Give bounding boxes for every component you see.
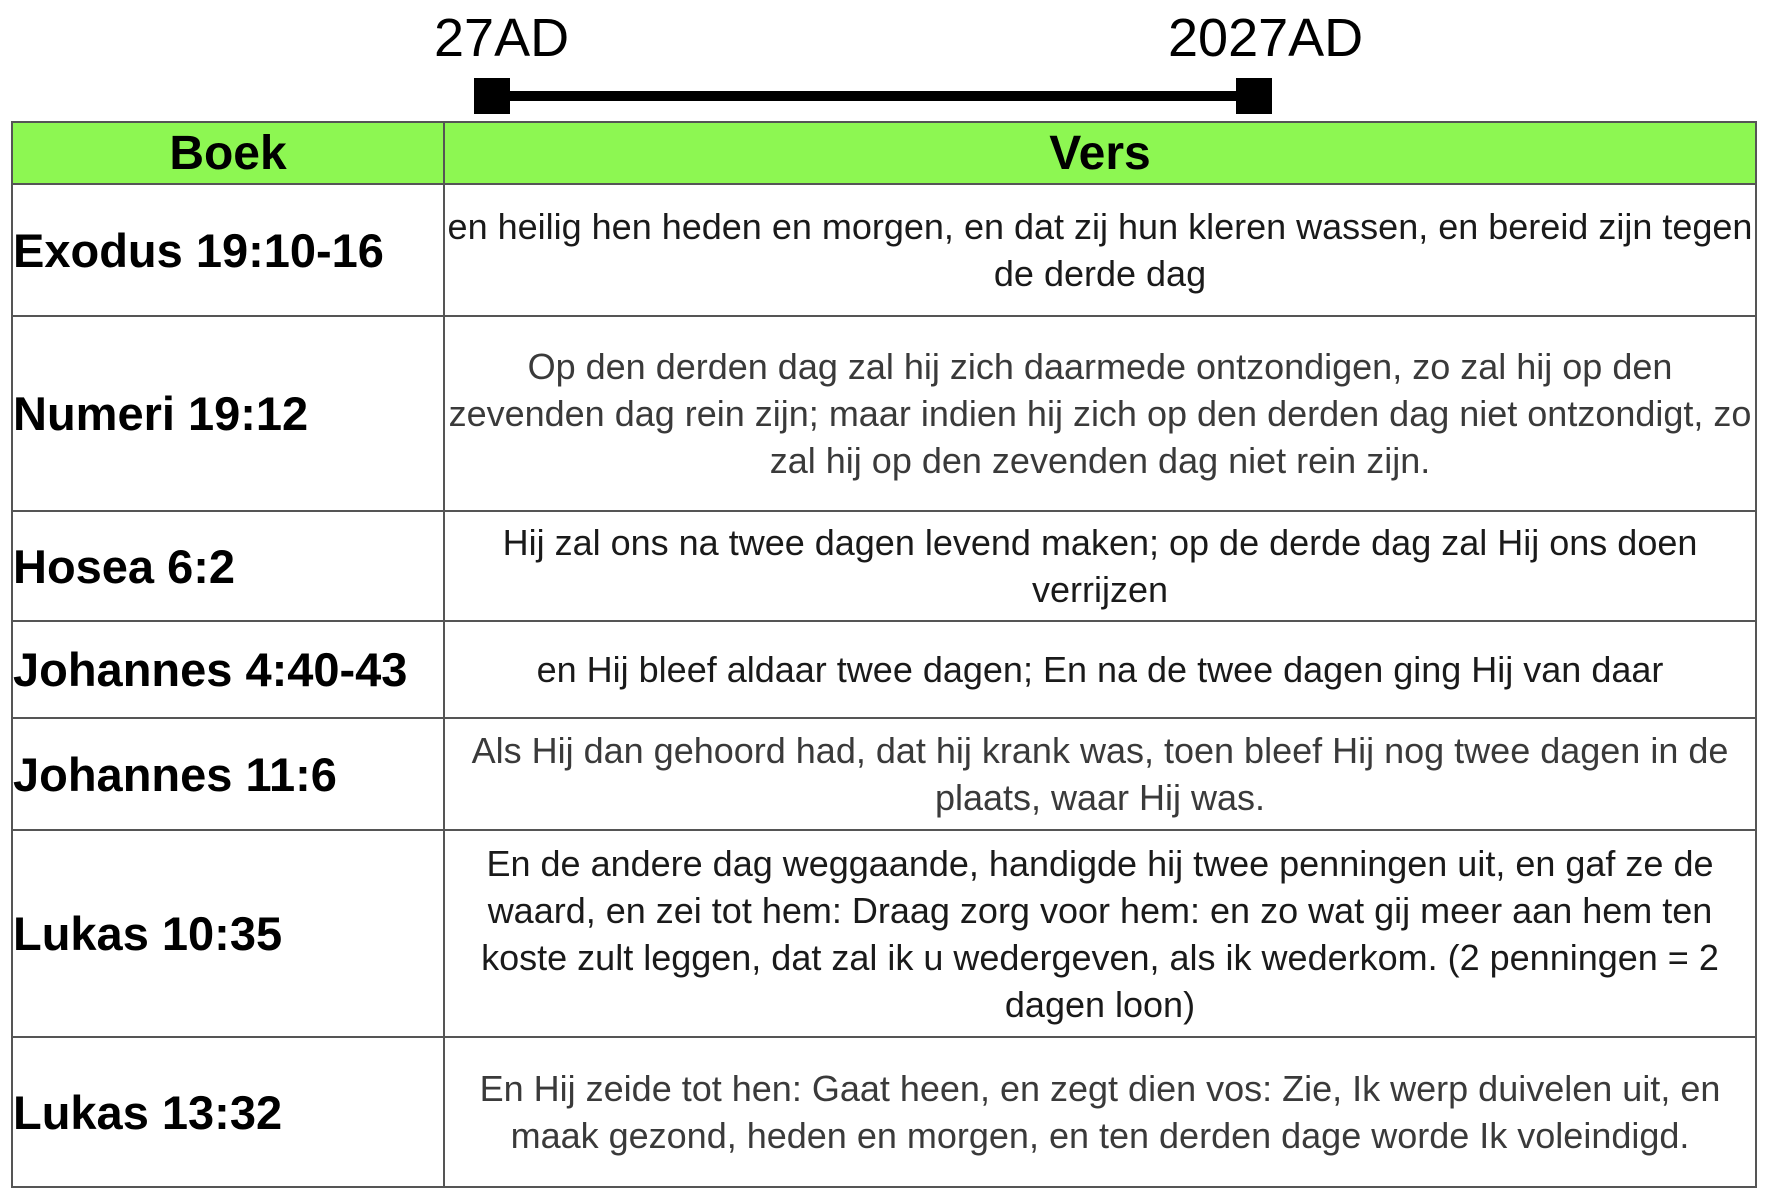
verse-cell: en Hij bleef aldaar twee dagen; En na de twee dagen ging Hij van daar	[444, 621, 1756, 718]
verse-cell: Hij zal ons na twee dagen levend maken; op de derde dag zal Hij ons doen verrijzen	[444, 511, 1756, 621]
verse-cell: Op den derden dag zal hij zich daarmede ontzondigen, zo zal hij op den zevenden dag rein zijn; maar indien hij zich op den derden dag niet ontzondigt, zo zal hij op den zevenden dag niet rein zijn.	[444, 316, 1756, 511]
table-row	[12, 621, 1756, 718]
timeline-bar	[490, 91, 1250, 101]
book-cell: Johannes 11:6	[12, 718, 444, 830]
verse-cell: En de andere dag weggaande, handigde hij twee penningen uit, en gaf ze de waard, en zei tot hem: Draag zorg voor hem: en zo wat gij meer aan hem ten koste zult leggen, dat zal ik u wedergeven, als ik wederkom. (2 penningen = 2 dagen loon)	[444, 830, 1756, 1037]
verse-cell: En Hij zeide tot hen: Gaat heen, en zegt dien vos: Zie, Ik werp duivelen uit, en maak gezond, heden en morgen, en ten derden dage worde Ik voleindigd.	[444, 1037, 1756, 1187]
header-verse: Vers	[444, 122, 1756, 184]
timeline-start-label: 27AD	[434, 8, 570, 68]
timeline-end-marker	[1236, 78, 1272, 114]
timeline-start-marker	[474, 78, 510, 114]
table-row	[12, 1037, 1756, 1187]
table-row	[12, 830, 1756, 1037]
table-row	[12, 511, 1756, 621]
timeline	[0, 0, 1766, 120]
book-cell: Lukas 13:32	[12, 1037, 444, 1187]
verse-cell: en heilig hen heden en morgen, en dat zij hun kleren wassen, en bereid zijn tegen de derde dag	[444, 184, 1756, 316]
table-row	[12, 184, 1756, 316]
header-book: Boek	[12, 122, 444, 184]
book-cell: Hosea 6:2	[12, 511, 444, 621]
book-cell: Numeri 19:12	[12, 316, 444, 511]
book-cell: Lukas 10:35	[12, 830, 444, 1037]
verses-table	[11, 121, 1757, 1188]
table-header-row	[12, 122, 1756, 184]
table-row	[12, 718, 1756, 830]
table-row	[12, 316, 1756, 511]
timeline-end-label: 2027AD	[1168, 8, 1364, 68]
verse-cell: Als Hij dan gehoord had, dat hij krank was, toen bleef Hij nog twee dagen in de plaats, waar Hij was.	[444, 718, 1756, 830]
book-cell: Exodus 19:10-16	[12, 184, 444, 316]
book-cell: Johannes 4:40-43	[12, 621, 444, 718]
